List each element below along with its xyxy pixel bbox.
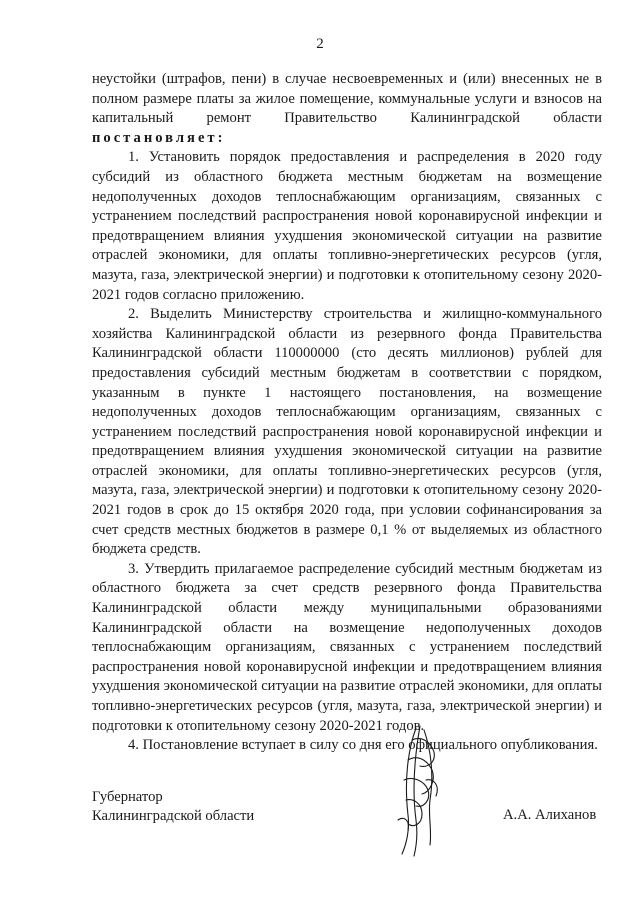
signer-name: А.А. Алиханов: [503, 807, 597, 823]
page-number: 2: [316, 36, 324, 52]
intro-text: неустойки (штрафов, пени) в случае несвоевременных и (или) внесенных не в полном размере платы за жилое помещение, коммунальные услуги и взносов на капитальный ремонт Правительство Калининградской области: [92, 71, 602, 127]
paragraph-4: 4. Постановление вступает в силу со дня его официального опубликования.: [128, 737, 598, 754]
intro-paragraph: [92, 70, 602, 148]
signer-title-line1: Губернатор: [92, 789, 163, 805]
paragraph-1: 1. Установить порядок предоставления и распределения в 2020 году субсидий из областного бюджета местным бюджетам на возмещение недополученных доходов теплоснабжающим организациям, связанных с устранением последствий распространения новой коронавирусной инфекции и предотвращением влияния ухудшения экономической ситуации на развитие отраслей экономики, для оплаты топливно-энергетических ресурсов (угля, мазута, газа, электрической энергии) и подготовки к отопительному сезону 2020-2021 годов согласно приложению.: [92, 149, 602, 303]
paragraph-3: 3. Утвердить прилагаемое распределение субсидий местным бюджетам из областного бюджета за счет средств резервного фонда Правительства Калининградской области между муниципальными образованиями Калининградской области на возмещение недополученных доходов теплоснабжающим организациям, связанных с устранением последствий распространения новой коронавирусной инфекции и предотвращением влияния ухудшения экономической ситуации на развитие отраслей экономики, для оплаты топливно-энергетических ресурсов (угля, мазута, газа, электрической энергии) и подготовки к отопительному сезону 2020-2021 годов.: [92, 560, 602, 734]
paragraph-2: 2. Выделить Министерству строительства и жилищно-коммунального хозяйства Калининградской области из резервного фонда Правительства Калининградской области 110000000 (сто десять миллионов) рублей для предоставления субсидий местным бюджетам в соответствии с порядком, указанным в пункте 1 настоящего постановления, на возмещение недополученных доходов теплоснабжающим организациям, связанных с устранением последствий распространения новой коронавирусной инфекции и предотвращением влияния ухудшения экономической ситуации на развитие отраслей экономики, для оплаты топливно-энергетических ресурсов (угля, мазута, газа, электрической энергии) и подготовки к отопительному сезону 2020-2021 годов в срок до 15 октября 2020 года, при условии софинансирования за счет средств местных бюджетов в размере 0,1 % от выделяемых из областного бюджета средств.: [92, 306, 602, 558]
decree-keyword: постановляет:: [92, 129, 226, 146]
handwritten-signature: [386, 720, 456, 860]
signature-block: [92, 788, 254, 826]
document-body: [92, 70, 602, 756]
signer-title-line2: Калининградской области: [92, 808, 255, 824]
